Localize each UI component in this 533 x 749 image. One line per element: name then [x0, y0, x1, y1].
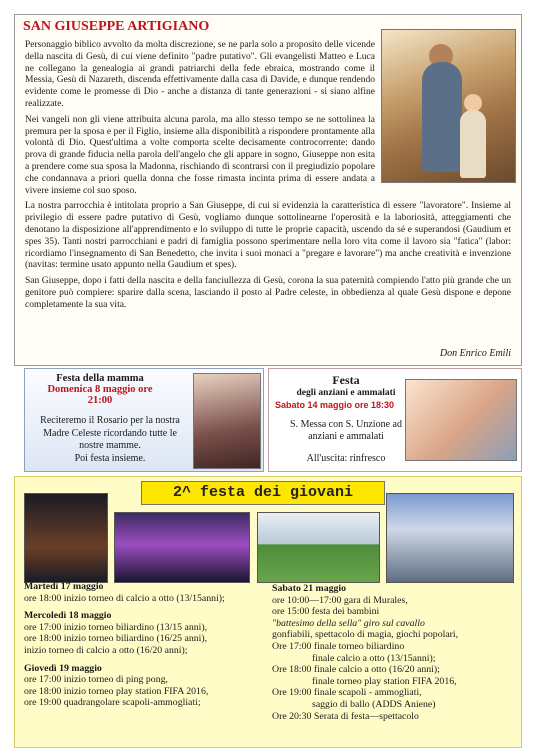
- article-paragraph: Personaggio biblico avvolto da molta discrezione, se ne parla solo a proposito delle vicende della nascita di Gesù, di cui viene definito "padre putativo". Gli evangelisti Matteo e Luca ne collegano la genealogia ai grandi patriarchi della fede ebraica, mostrando come il Messia, Gesù di Nazareth, discenda effettivamente dalla casa di Davide, e dunque rendendo evidente come le promesse di Dio - anche a distanza di tante generazioni - si siano alfine realizzate.: [25, 40, 375, 109]
- article-paragraph: Nei vangeli non gli viene attribuita alcuna parola, ma allo stesso tempo se ne sottolinea la premura per la sposa e per il Figlio, insieme alla disponibilità a rispondere prontamente alla volontà di Dio. Quest'ultima a volte comporta scelte decisamente controcorrente: dando prova di grande fiducia nella parola dell'angelo che gli appare in sogno, Giuseppe non esita a prendere come sua sposa la Madonna, rischiando di scontrarsi con il pregiudizio popolare che condannava a priori quella donna che fosse rimasta incinta prima di essere andata a vivere insieme col suo sposo.: [25, 114, 375, 196]
- schedule-line: ore 18:00 inizio torneo biliardino (16/25 anni),: [24, 633, 208, 645]
- schedule-line: gonfiabili, spettacolo di magia, giochi popolari,: [272, 629, 459, 641]
- elderly-feast-date: Sabato 14 maggio ore 18:30: [275, 400, 395, 410]
- schedule-line: Ore 18:00 finale calcio a otto (16/20 anni);: [272, 664, 440, 676]
- schedule-line: Ore 17:00 finale torneo biliardino: [272, 640, 405, 652]
- article-paragraph: San Giuseppe, dopo i fatti della nascita e della fanciullezza di Gesù, corona la sua paternità compiendo l'atto più grande che un genitore può compiere: sparire dalla scena, lasciando il posto al Padre celeste, in obbedienza al quale Gesù dispone e depone completamente la sua vita.: [25, 276, 511, 310]
- elderly-feast-box: [268, 368, 522, 472]
- article-paragraph: La nostra parrocchia è intitolata proprio a San Giuseppe, di cui si evidenzia la caratteristica di essere "lavoratore". Insieme al privilegio di essere padre putativo di Gesù, vogliamo dunque sottolinearne l'operosità e la laboriosità, atteggiamenti che denotano la disposizione all'apprendimento e lo sviluppo di tutte le proprie capacità, uscendo da sé e superandosi (Gaudium et spes 35). Tanti nostri parrocchiani e padri di famiglia possono sperimentare nella loro vita come il lavoro sia "fatica" (labor: ricordiamo l'insegnamento di San Benedetto, che invita i suoi monaci a "pregare e lavorare") ma anche creatività e invenzione (navitas: termine usato appunto nella Gaudium et spes).: [25, 201, 511, 271]
- schedule-line: ore 15:00 festa dei bambini: [272, 606, 380, 618]
- article-title: SAN GIUSEPPE ARTIGIANO: [23, 19, 210, 34]
- schedule-line: inizio torneo di calcio a otto (16/20 anni);: [24, 644, 188, 656]
- hands-image: [405, 379, 517, 461]
- concert-photo: [114, 512, 250, 583]
- elderly-feast-title: Festa: [332, 373, 360, 387]
- schedule-left: [24, 581, 256, 709]
- mothers-day-text: Reciteremo il Rosario per la nostra Madre Celeste ricordando tutte le nostre mamme.: [40, 415, 180, 451]
- schedule-day: Martedì 17 maggio: [24, 581, 104, 592]
- schedule-right: [272, 583, 516, 722]
- elderly-feast-mass: S. Messa con S. Unzione ad anziani e ammalati: [290, 419, 402, 442]
- madonna-image: [193, 373, 261, 469]
- schedule-day: Sabato 21 maggio: [272, 583, 347, 594]
- schedule-line: saggio di ballo (ADDS Aniene): [312, 698, 436, 710]
- elderly-feast-subtitle: degli anziani e ammalati: [296, 388, 396, 398]
- schedule-line: finale torneo play station FIFA 2016,: [312, 675, 457, 687]
- schedule-line: Ore 20:30 Serata di festa—spettacolo: [272, 710, 419, 722]
- schedule-line: ore 10:00—17:00 gara di Murales,: [272, 594, 408, 606]
- mothers-day-box: [24, 368, 264, 472]
- mothers-day-text2: Poi festa insieme.: [74, 452, 146, 464]
- schedule-line: ore 18:00 inizio torneo play station FIFA 2016,: [24, 685, 209, 697]
- signature: Don Enrico Emili: [439, 348, 511, 359]
- schedule-line: Ore 19:00 finale scapoli - ammogliati,: [272, 687, 422, 699]
- football-photo: [257, 512, 380, 583]
- schedule-line: ore 18:00 inizio torneo di calcio a otto (13/15anni);: [24, 592, 225, 604]
- article-frame: [14, 14, 522, 366]
- youth-feast-banner: 2^ festa dei giovani: [141, 481, 385, 505]
- schedule-line: ore 17:00 inizio torneo biliardino (13/15 anni),: [24, 621, 208, 633]
- mothers-day-title: Festa della mamma: [56, 373, 144, 384]
- schedule-line: "battesimo della sella" giro sul cavallo: [272, 617, 425, 629]
- schedule-line: finale calcio a otto (13/15anni);: [312, 652, 436, 664]
- schedule-line: ore 17:00 inizio torneo di ping pong,: [24, 674, 168, 686]
- elderly-feast-refreshment: All'uscita: rinfresco: [306, 453, 386, 464]
- schedule-day: Mercoledì 18 maggio: [24, 610, 112, 622]
- schedule-day: Giovedì 19 maggio: [24, 662, 102, 674]
- foosball-photo: [386, 493, 514, 583]
- schedule-line: ore 19:00 quadrangolare scapoli-ammogliati;: [24, 697, 201, 709]
- mothers-day-date: Domenica 8 maggio ore 21:00: [47, 384, 153, 406]
- article-body: [25, 40, 511, 312]
- youth-photo: [24, 493, 108, 583]
